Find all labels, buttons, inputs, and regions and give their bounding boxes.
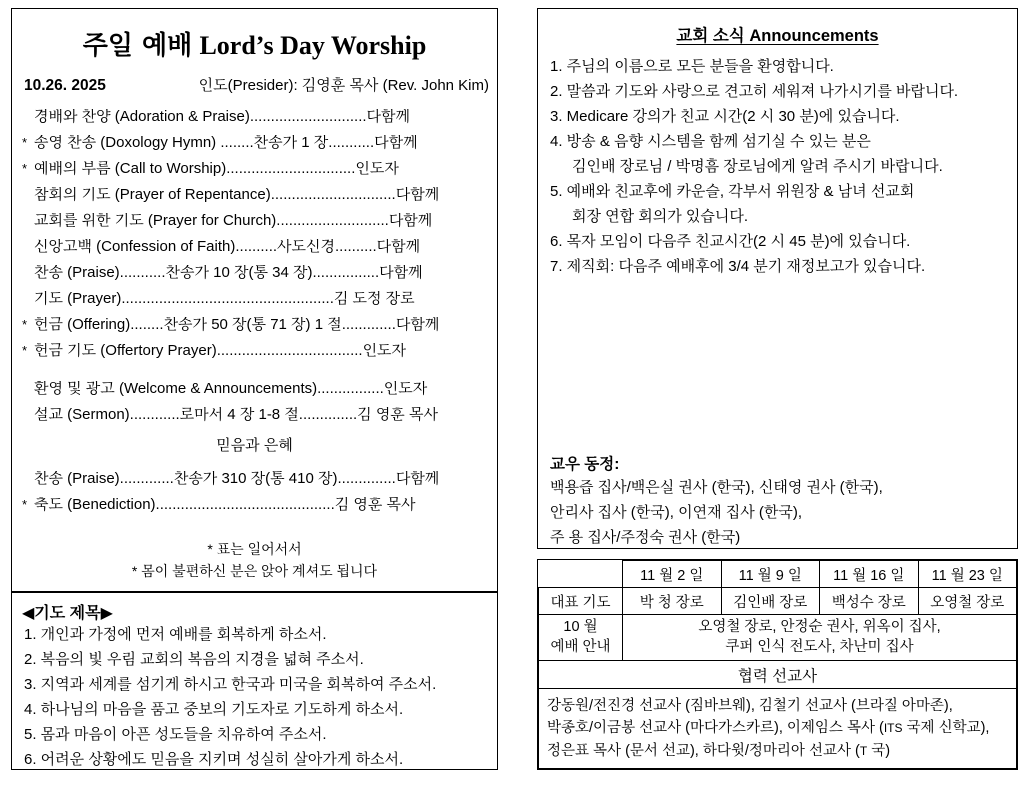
prayer-topic-item: 1. 개인과 가정에 먼저 예배를 회복하게 하소서. [24,626,327,643]
order-item [22,135,487,161]
table-row [539,689,1017,769]
representative-prayer-value: 오영철 장로 [918,588,1017,615]
member-news-heading: 교우 동정: [550,456,620,473]
announcements-list [538,59,1017,284]
table-row [539,588,1017,615]
cooperating-missionaries-list [539,689,1017,769]
usher-names-line1: 오영철 장로, 안정순 권사, 위옥이 집사, [698,619,941,636]
prayer-topic-item: 6. 어려운 상황에도 믿음을 지키며 성실히 살아가게 하소서. [24,751,404,768]
representative-prayer-value: 김인배 장로 [721,588,820,615]
order-item [22,213,487,239]
schedule-date-header: 11 월 9 일 [721,561,820,588]
usher-month-line1: 10 월 [563,619,598,636]
announcement-item-continuation: 김인배 장로님 / 박명흠 장로님에게 알려 주시기 바랍니다. [572,158,943,175]
schedule-table-panel [537,559,1018,770]
order-item-text: 찬송 (Praise)...........찬송가 10 장(통 34 장)................다함께 [34,265,423,280]
page-title [12,25,497,62]
footnote-seating: * 몸이 불편하신 분은 앉아 계셔도 됩니다 [131,562,378,579]
order-item [22,109,487,135]
order-item-text: 설교 (Sermon)............로마서 4 장 1-8 절..............김 영훈 목사 [34,407,438,422]
missionary-line2-part3: 국제 신학교), [902,720,990,737]
standing-star: * [22,135,28,150]
order-item-text: 송영 찬송 (Doxology Hymn) ........찬송가 1 장...........다함께 [34,135,418,150]
order-item [22,291,487,317]
order-of-worship-panel [11,8,498,592]
missionary-line2-part1: 박종호/이금봉 선교사 (마다가스카르), 이제임스 목사 ( [547,720,884,737]
page-title-english: Lord’s Day Worship [199,31,427,60]
announcement-item: 3. Medicare 강의가 친교 시간(2 시 30 분)에 있습니다. [550,108,900,125]
order-item [22,161,487,187]
missionary-line: 강동원/전진경 선교사 (짐바브웨), 김철기 선교사 (브라질 아마존), [547,697,953,714]
schedule-corner-cell [539,561,623,588]
order-footnotes [12,539,497,582]
representative-prayer-label: 대표 기도 [539,588,623,615]
order-item-text: 찬송 (Praise).............찬송가 310 장(통 410 장)..............다함께 [34,471,440,486]
order-item [22,317,487,343]
order-item [22,343,487,369]
sermon-subtitle: 믿음과 은혜 [216,437,293,454]
order-item-text: 경배와 찬양 (Adoration & Praise)............................다함께 [34,109,411,124]
announcements-heading: 교회 소식 Announcements [676,27,879,45]
announcement-item: 5. 예배와 친교후에 카운슬, 각부서 위원장 & 남녀 선교회 [550,183,915,200]
prayer-topic-item: 3. 지역과 세계를 섬기게 하시고 한국과 미국을 회복하여 주소서. [24,676,437,693]
usher-names-cell [623,615,1017,661]
order-item-text: 헌금 (Offering)........찬송가 50 장(통 71 장) 1 절.............다함께 [34,317,440,332]
table-row [539,615,1017,661]
table-row [539,661,1017,689]
usher-month-line2: 예배 안내 [550,638,611,655]
its-abbrev: ITS [883,721,903,736]
page-title-korean: 주일 예배 [82,31,193,61]
usher-names-line2: 쿠퍼 인식 전도사, 차난미 집사 [725,638,914,655]
t-country-abbrev: T [859,743,868,758]
announcements-panel [537,8,1018,549]
schedule-date-header: 11 월 23 일 [918,561,1017,588]
order-item-text: 환영 및 광고 (Welcome & Announcements)................인도자 [34,381,428,396]
order-item-text: 헌금 기도 (Offertory Prayer)...................................인도자 [34,343,407,358]
announcement-item-continuation: 회장 연합 회의가 있습니다. [572,208,749,225]
representative-prayer-value: 박 청 장로 [623,588,722,615]
order-item-text: 축도 (Benediction)...........................................김 영훈 목사 [34,497,416,512]
order-item-text: 예배의 부름 (Call to Worship)...............................인도자 [34,161,399,176]
prayer-topic-item: 5. 몸과 마음이 아픈 성도들을 치유하여 주소서. [24,726,327,743]
table-row [539,561,1017,588]
order-item-text: 참회의 기도 (Prayer of Repentance)..............................다함께 [34,187,440,202]
prayer-topic-item: 2. 복음의 빛 우림 교회의 복음의 지경을 넓혀 주소서. [24,651,364,668]
prayer-topics-heading: ◀기도 제목▶ [22,605,113,622]
missionary-line3-part1: 정은표 목사 (문서 선교), 하다윗/정마리아 선교사 ( [547,742,860,759]
order-item [22,471,487,497]
usher-month-label [539,615,623,661]
order-item [22,497,487,523]
order-item-text: 교회를 위한 기도 (Prayer for Church)...........................다함께 [34,213,433,228]
presider-label: 인도(Presider): 김영훈 목사 (Rev. John Kim) [198,77,489,94]
service-date: 10.26. 2025 [24,77,106,94]
order-section-gap [22,459,487,471]
date-presider-row [24,74,489,95]
member-news-block [550,452,1007,555]
standing-star: * [22,161,28,176]
order-item [22,265,487,291]
announcement-item: 2. 말씀과 기도와 사랑으로 견고히 세워져 나가시기를 바랍니다. [550,83,959,100]
cooperating-missionaries-heading: 협력 선교사 [539,661,1017,689]
standing-star: * [22,497,28,512]
announcement-item: 4. 방송 & 음향 시스템을 함께 섬기실 수 있는 분은 [550,133,871,150]
member-news-line: 백용즙 집사/백은실 권사 (한국), 신태영 권사 (한국), [550,479,883,496]
announcement-item: 7. 제직회: 다음주 예배후에 3/4 분기 재정보고가 있습니다. [550,258,926,275]
order-item-text: 기도 (Prayer)...................................................김 도정 장로 [34,291,415,306]
order-section-gap [22,369,487,381]
standing-star: * [22,343,28,358]
missionary-line [547,740,1010,762]
representative-prayer-value: 백성수 장로 [820,588,919,615]
order-item [22,381,487,407]
schedule-date-header: 11 월 16 일 [820,561,919,588]
prayer-topics-panel [11,592,498,770]
order-items-list [12,109,497,523]
schedule-date-header: 11 월 2 일 [623,561,722,588]
announcement-item: 6. 목자 모임이 다음주 친교시간(2 시 45 분)에 있습니다. [550,233,911,250]
announcement-item: 1. 주님의 이름으로 모든 분들을 환영합니다. [550,58,834,75]
member-news-line: 주 용 집사/주정숙 권사 (한국) [550,529,741,546]
order-item [22,407,487,433]
member-news-line: 안리사 집사 (한국), 이연재 집사 (한국), [550,504,803,521]
footnote-standing: * 표는 일어서서 [207,541,302,557]
order-item [22,239,487,265]
order-item-text: 신앙고백 (Confession of Faith)..........사도신경..........다함께 [34,239,421,254]
schedule-table [538,560,1017,769]
prayer-topic-item: 4. 하나님의 마음을 품고 중보의 기도자로 기도하게 하소서. [24,701,404,718]
missionary-line [547,717,1010,739]
order-item [22,187,487,213]
standing-star: * [22,317,28,332]
missionary-line3-part3: 국) [867,742,891,759]
